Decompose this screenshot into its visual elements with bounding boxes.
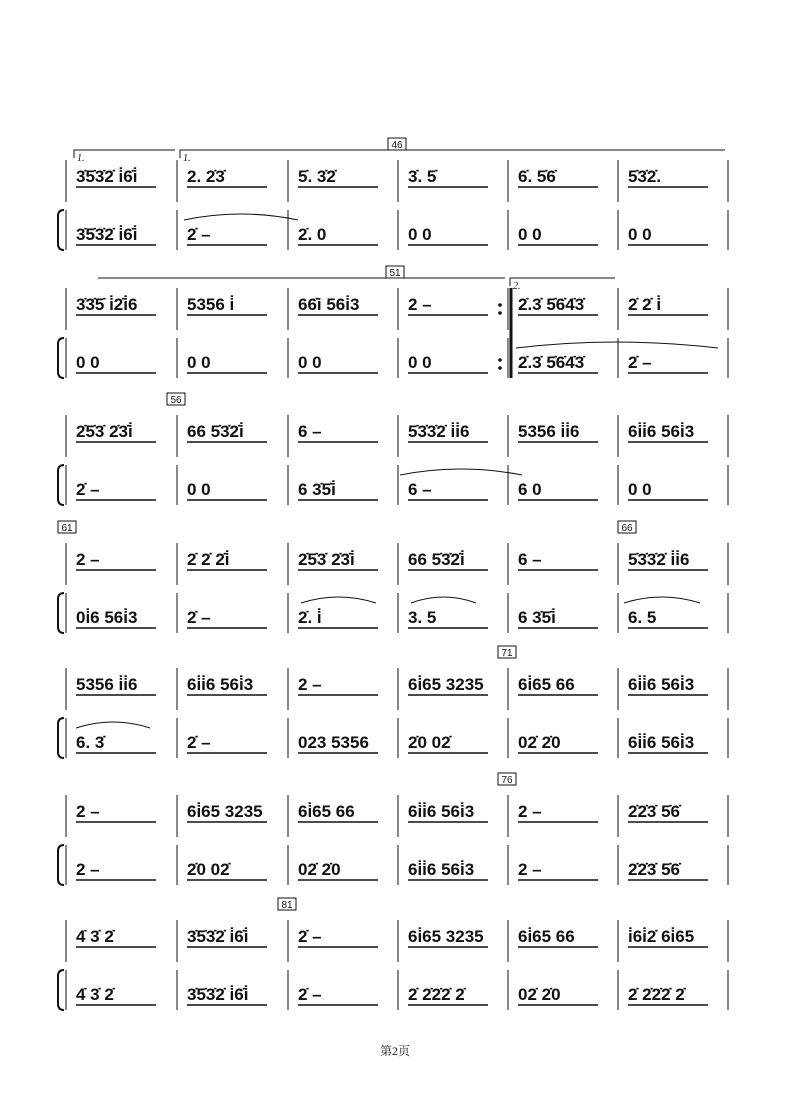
measure-number: 76 [501, 775, 513, 786]
score-system [58, 138, 728, 250]
lower-measure-notes: 0 0 [518, 225, 542, 244]
slur-arc [184, 214, 298, 220]
upper-measure-notes: 2 – [408, 295, 432, 314]
slur-arc [624, 597, 700, 603]
lower-measure-notes: 0 0 [408, 353, 432, 372]
upper-measure-notes: 6i̇i̇6 56i̇3 [187, 675, 254, 694]
lower-measure-notes: 0 0 [76, 353, 100, 372]
slur-arc [400, 469, 522, 475]
volta-bracket [180, 150, 725, 158]
lower-measure-notes: 6. 5 [628, 608, 657, 627]
measure-number: 66 [621, 523, 633, 534]
slur-arc [411, 597, 476, 603]
upper-measure-notes: 5̇. 3̇2̇ [298, 167, 336, 186]
volta-bracket [74, 150, 175, 158]
upper-measure-notes: 6i̇i̇6 56i̇3 [408, 802, 475, 821]
measure-number: 81 [281, 900, 293, 911]
measure-number: 46 [391, 140, 403, 151]
upper-measure-notes: 5356 i̇ [187, 295, 235, 314]
lower-measure-notes: 4̇ 3̇ 2̇ [76, 985, 114, 1004]
system-bracket [58, 718, 64, 758]
lower-measure-notes: 2̇ – [628, 353, 652, 372]
upper-measure-notes: 66 5̇3̇2̇i̇ [408, 550, 465, 569]
upper-measure-notes: 2. 2̇3̇ [187, 167, 225, 186]
upper-measure-notes: 2 – [518, 802, 542, 821]
upper-measure-notes: 2̇ 2̇ i̇ [628, 295, 662, 314]
lower-measure-notes: 02̇ 2̇0 [298, 860, 341, 879]
measure-number: 51 [389, 268, 401, 279]
upper-measure-notes: 2 – [76, 550, 100, 569]
system-bracket [58, 465, 64, 505]
upper-measure-notes: 6i̇65 3235 [408, 675, 484, 694]
lower-measure-notes: 6 0 [518, 480, 542, 499]
upper-measure-notes: 6i̇65 66 [298, 802, 355, 821]
lower-measure-notes: 0 0 [298, 353, 322, 372]
lower-measure-notes: 6 – [408, 480, 432, 499]
lower-measure-notes: 2 – [76, 860, 100, 879]
slur-arc [301, 597, 376, 603]
upper-measure-notes: 3̇5̇3̇2̇ i̇6̇i̇ [187, 927, 249, 946]
volta-label: 1. [183, 153, 191, 164]
score-system [58, 393, 728, 505]
lower-measure-notes: 2̇. i̇ [298, 608, 322, 627]
system-bracket [58, 845, 64, 885]
lower-measure-notes: 02̇ 2̇0 [518, 733, 561, 752]
lower-measure-notes: 0 0 [628, 225, 652, 244]
upper-measure-notes: 66̇i 56i̇3 [298, 295, 360, 314]
score-system [58, 521, 728, 633]
lower-measure-notes: 3. 5 [408, 608, 437, 627]
lower-measure-notes: 2̇ – [76, 480, 100, 499]
upper-measure-notes: 2̇2̇3̇ 5̇6̇ [628, 802, 680, 821]
upper-measure-notes: 6i̇65 3235 [408, 927, 484, 946]
lower-measure-notes: 2̇.3̇ 5̇6̇4̇3̇ [518, 353, 585, 372]
lower-measure-notes: 2̇ – [298, 985, 322, 1004]
measure-number: 71 [501, 648, 513, 659]
repeat-dot [498, 303, 502, 307]
upper-measure-notes: 2̇5̇3̇ 2̇3̇i̇ [298, 550, 355, 569]
lower-measure-notes: 2̇ 2̇2̇2̇ 2̇ [628, 985, 685, 1004]
upper-measure-notes: 6i̇65 66 [518, 675, 575, 694]
upper-measure-notes: 6 – [518, 550, 542, 569]
lower-measure-notes: 0 0 [187, 353, 211, 372]
repeat-dot [498, 366, 502, 370]
repeat-dot [498, 358, 502, 362]
lower-measure-notes: 2̇. 0 [298, 225, 327, 244]
lower-measure-notes: 023 5356 [298, 733, 369, 752]
score-system [58, 646, 728, 758]
upper-measure-notes: 2 – [76, 802, 100, 821]
upper-measure-notes: 2̇ 2̇ 2̇i̇ [187, 550, 230, 569]
slur-arc [516, 342, 718, 348]
slur-arc [76, 722, 150, 728]
measure-number: 56 [170, 395, 182, 406]
lower-measure-notes: 0 0 [187, 480, 211, 499]
upper-measure-notes: 5̇3̇3̇2̇ i̇i̇6 [408, 422, 470, 441]
lower-measure-notes: 2̇0 02̇ [187, 860, 230, 879]
upper-measure-notes: 6̇. 5̇6̇ [518, 167, 556, 186]
system-bracket [58, 338, 64, 378]
lower-measure-notes: 2̇0 02̇ [408, 733, 451, 752]
upper-measure-notes: 2 – [298, 675, 322, 694]
volta-bracket [510, 278, 615, 286]
upper-measure-notes: i̇6i̇2̇ 6i̇65 [628, 927, 695, 946]
upper-measure-notes: 6i̇65 3235 [187, 802, 263, 821]
system-bracket [58, 970, 64, 1010]
lower-measure-notes: 0i̇6 56i̇3 [76, 608, 138, 627]
system-bracket [58, 210, 64, 250]
volta-label: 2. [513, 281, 521, 292]
upper-measure-notes: 5356 i̇i̇6 [518, 422, 580, 441]
system-bracket [58, 593, 64, 633]
upper-measure-notes: 5356 i̇i̇6 [76, 675, 138, 694]
lower-measure-notes: 2̇ 2̇2̇2̇ 2̇ [408, 985, 465, 1004]
upper-measure-notes: 2̇ – [298, 927, 322, 946]
score-system [58, 898, 728, 1010]
upper-measure-notes: 2̇.3̇ 5̇6̇4̇3̇ [518, 295, 585, 314]
upper-measure-notes: 5̇3̇2̇. [628, 167, 662, 186]
upper-measure-notes: 5̇3̇3̇2̇ i̇i̇6 [628, 550, 690, 569]
lower-measure-notes: 0 0 [628, 480, 652, 499]
upper-measure-notes: 3̇. 5̇ [408, 167, 437, 186]
lower-measure-notes: 6. 3̇ [76, 733, 105, 752]
upper-measure-notes: 3̇3̇5̇ i̇2̇i̇6 [76, 295, 138, 314]
lower-measure-notes: 6i̇i̇6 56i̇3 [628, 733, 695, 752]
page-footer: 第2页 [379, 1044, 410, 1058]
lower-measure-notes: 6 3̇5̇i̇ [518, 608, 556, 627]
lower-measure-notes: 2̇ – [187, 733, 211, 752]
lower-measure-notes: 6i̇i̇6 56i̇3 [408, 860, 475, 879]
upper-measure-notes: 2̇5̇3̇ 2̇3̇i̇ [76, 422, 133, 441]
lower-measure-notes: 2 – [518, 860, 542, 879]
score-system [58, 773, 728, 885]
score-system [58, 266, 728, 378]
lower-measure-notes: 0 0 [408, 225, 432, 244]
upper-measure-notes: 6 – [298, 422, 322, 441]
lower-measure-notes: 6 3̇5̇i̇ [298, 480, 336, 499]
upper-measure-notes: 6i̇i̇6 56i̇3 [628, 675, 695, 694]
lower-measure-notes: 02̇ 2̇0 [518, 985, 561, 1004]
upper-measure-notes: 3̇5̇3̇2̇ i̇6̇i̇ [76, 167, 138, 186]
repeat-dot [498, 311, 502, 315]
measure-number: 61 [61, 523, 73, 534]
lower-measure-notes: 2̇ – [187, 608, 211, 627]
lower-measure-notes: 3̇5̇3̇2̇ i̇6̇i̇ [76, 225, 138, 244]
upper-measure-notes: 6i̇65 66 [518, 927, 575, 946]
lower-measure-notes: 2̇2̇3̇ 5̇6̇ [628, 860, 680, 879]
upper-measure-notes: 6i̇i̇6 56i̇3 [628, 422, 695, 441]
lower-measure-notes: 2̇ – [187, 225, 211, 244]
volta-label: 1. [77, 153, 85, 164]
upper-measure-notes: 66 5̇3̇2̇i̇ [187, 422, 244, 441]
lower-measure-notes: 3̇5̇3̇2̇ i̇6̇i̇ [187, 985, 249, 1004]
upper-measure-notes: 4̇ 3̇ 2̇ [76, 927, 114, 946]
